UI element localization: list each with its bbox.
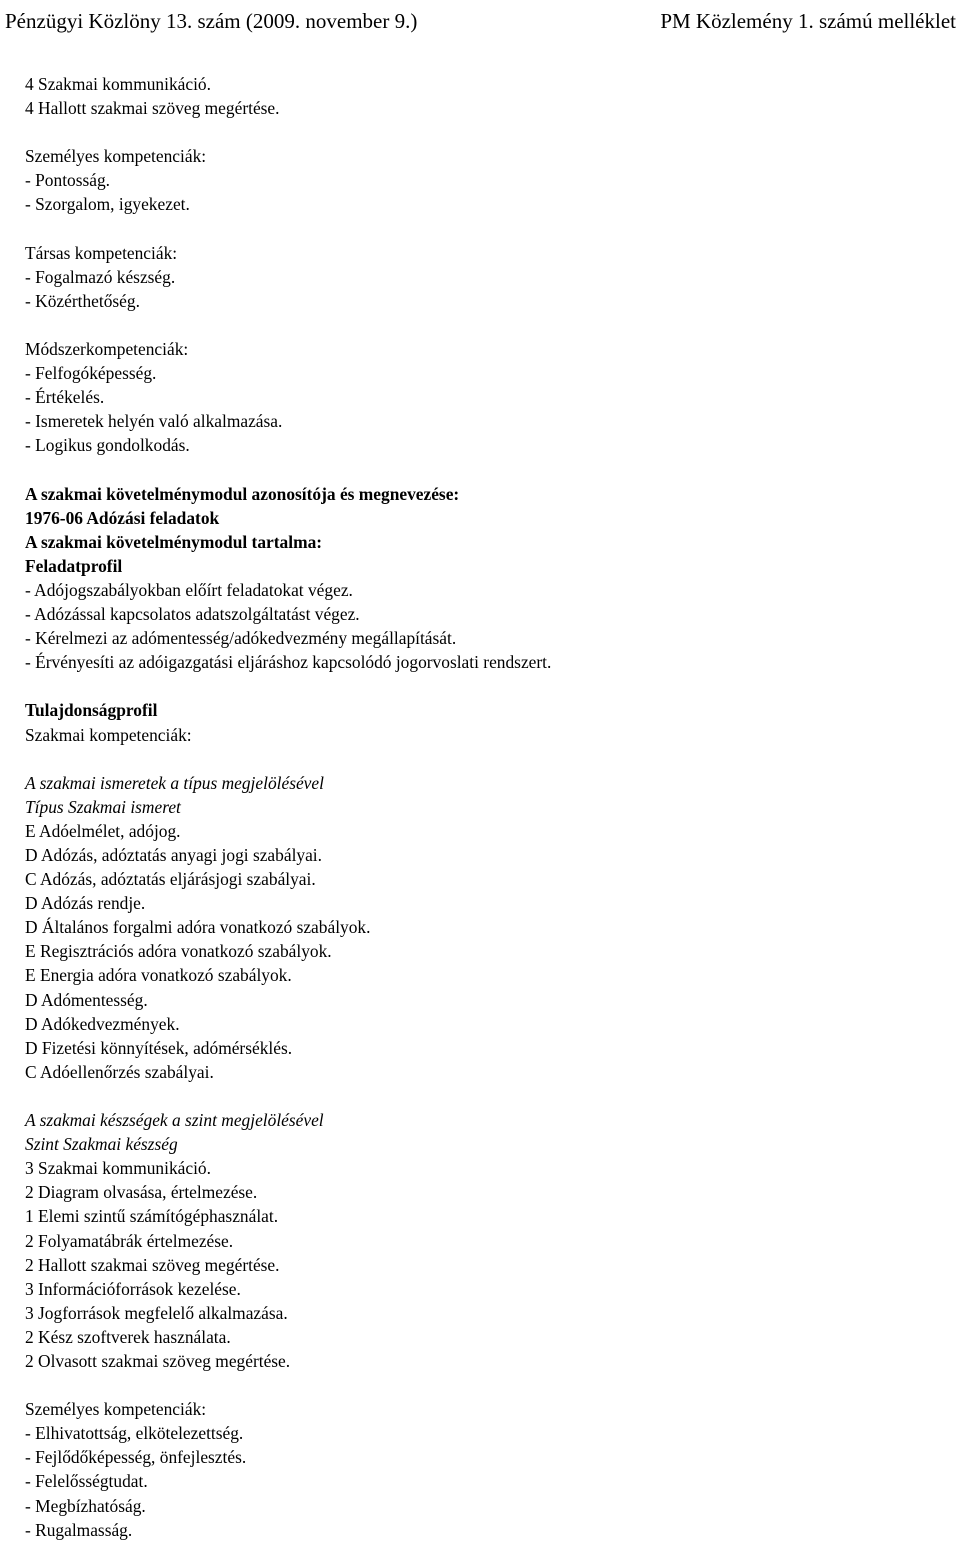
skill-item: 2 Folyamatábrák értelmezése. xyxy=(25,1230,234,1251)
skill-item: 3 Információforrások kezelése. xyxy=(25,1278,241,1299)
knowledge-column-header: Típus Szakmai ismeret xyxy=(25,796,181,817)
section-heading: Társas kompetenciák: xyxy=(25,242,178,263)
section-heading: Módszerkompetenciák: xyxy=(25,339,189,360)
task-profile-heading: Feladatprofil xyxy=(25,555,123,576)
skill-item: 2 Diagram olvasása, értelmezése. xyxy=(25,1182,258,1203)
list-item: - Megbízhatóság. xyxy=(25,1495,146,1516)
knowledge-heading: A szakmai ismeretek a típus megjelölésével xyxy=(25,772,324,793)
task-item: - Érvényesíti az adóigazgatási eljáráshoz kapcsolódó jogorvoslati rendszert. xyxy=(25,652,552,673)
knowledge-item: D Adómentesség. xyxy=(25,989,148,1010)
skill-item: 2 Hallott szakmai szöveg megértése. xyxy=(25,1254,280,1275)
knowledge-item: C Adózás, adóztatás eljárásjogi szabályai. xyxy=(25,869,316,890)
knowledge-item: E Energia adóra vonatkozó szabályok. xyxy=(25,965,292,986)
list-item: - Fejlődőképesség, önfejlesztés. xyxy=(25,1447,247,1468)
document-body xyxy=(25,72,945,1542)
skill-item: 1 Elemi szintű számítógéphasználat. xyxy=(25,1206,279,1227)
list-item: - Logikus gondolkodás. xyxy=(25,435,190,456)
professional-competencies-heading: Szakmai kompetenciák: xyxy=(25,724,192,745)
task-item: - Adózással kapcsolatos adatszolgáltatást végez. xyxy=(25,604,360,625)
knowledge-item: E Adóelmélet, adójog. xyxy=(25,820,181,841)
property-profile-heading: Tulajdonságprofil xyxy=(25,700,158,721)
module-content-heading: A szakmai követelménymodul tartalma: xyxy=(25,531,323,552)
knowledge-item: D Általános forgalmi adóra vonatkozó szabályok. xyxy=(25,917,371,938)
knowledge-item: D Fizetési könnyítések, adómérséklés. xyxy=(25,1037,293,1058)
journal-title: Pénzügyi Közlöny 13. szám (2009. november 9.) xyxy=(5,9,418,33)
list-item: - Szorgalom, igyekezet. xyxy=(25,194,190,215)
page-header xyxy=(5,6,956,36)
section-heading: Személyes kompetenciák: xyxy=(25,1399,207,1420)
list-item: - Elhivatottság, elkötelezettség. xyxy=(25,1423,244,1444)
skill-item: 3 Szakmai kommunikáció. xyxy=(25,1158,211,1179)
section-heading: Személyes kompetenciák: xyxy=(25,146,207,167)
knowledge-item: D Adókedvezmények. xyxy=(25,1013,180,1034)
task-item: - Kérelmezi az adómentesség/adókedvezmény megállapítását. xyxy=(25,628,457,649)
module-name: 1976-06 Adózási feladatok xyxy=(25,507,220,528)
knowledge-item: D Adózás rendje. xyxy=(25,893,146,914)
text-line: 4 Szakmai kommunikáció. xyxy=(25,74,211,94)
list-item: - Fogalmazó készség. xyxy=(25,266,176,287)
skill-item: 3 Jogforrások megfelelő alkalmazása. xyxy=(25,1302,288,1323)
list-item: - Felfogóképesség. xyxy=(25,363,157,384)
annex-title: PM Közlemény 1. számú melléklet xyxy=(660,9,956,33)
skill-item: 2 Kész szoftverek használata. xyxy=(25,1326,231,1347)
task-item: - Adójogszabályokban előírt feladatokat végez. xyxy=(25,579,353,600)
knowledge-item: C Adóellenőrzés szabályai. xyxy=(25,1061,214,1082)
knowledge-item: D Adózás, adóztatás anyagi jogi szabályai. xyxy=(25,845,322,865)
skills-column-header: Szint Szakmai készség xyxy=(25,1134,178,1155)
list-item: - Rugalmasság. xyxy=(25,1519,133,1540)
text-line: 4 Hallott szakmai szöveg megértése. xyxy=(25,98,280,119)
list-item: - Felelősségtudat. xyxy=(25,1471,148,1492)
list-item: - Pontosság. xyxy=(25,170,111,191)
list-item: - Ismeretek helyén való alkalmazása. xyxy=(25,411,283,432)
list-item: - Közérthetőség. xyxy=(25,290,140,311)
skills-heading: A szakmai készségek a szint megjelölésével xyxy=(25,1110,324,1131)
module-id-heading: A szakmai követelménymodul azonosítója és megnevezése: xyxy=(25,483,460,504)
list-item: - Értékelés. xyxy=(25,387,105,408)
skill-item: 2 Olvasott szakmai szöveg megértése. xyxy=(25,1350,291,1371)
knowledge-item: E Regisztrációs adóra vonatkozó szabályok. xyxy=(25,941,332,962)
